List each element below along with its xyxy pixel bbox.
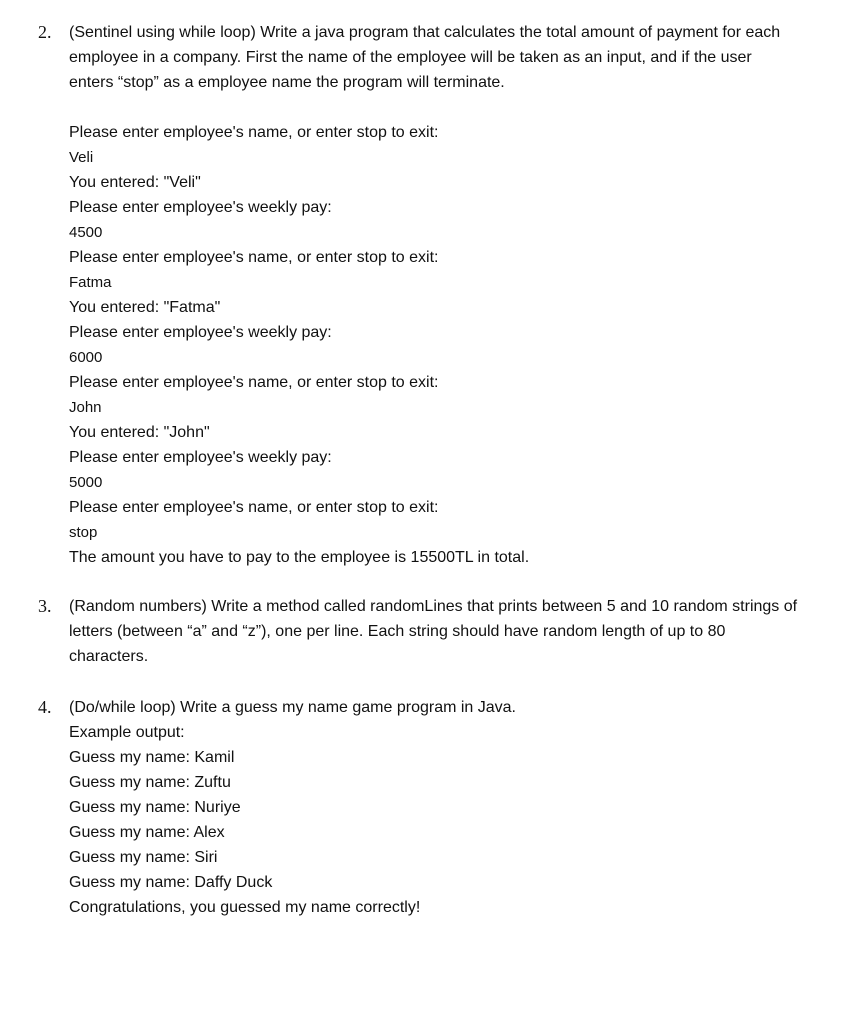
output-line: Guess my name: Daffy Duck [69, 874, 273, 891]
output-line: Congratulations, you guessed my name correctly! [69, 899, 421, 916]
output-line: Guess my name: Nuriye [69, 799, 241, 816]
output-line: You entered: "Fatma" [69, 299, 221, 316]
output-line: stop [69, 524, 98, 541]
sample-output [69, 120, 789, 570]
output-line: Guess my name: Kamil [69, 749, 235, 766]
output-line: 6000 [69, 349, 103, 366]
problem-number: 4. [38, 697, 52, 717]
output-line: You entered: "Veli" [69, 174, 201, 191]
output-line: John [69, 399, 102, 416]
problem-statement: (Do/while loop) Write a guess my name game program in Java. [69, 699, 516, 716]
problem-statement: (Random numbers) Write a method called randomLines that prints between 5 and 10 random strings of letters (between “a” and “z”), one per line. Each string should have random length of up to 80 characters. [69, 598, 798, 665]
problem-statement: (Sentinel using while loop) Write a java program that calculates the total amount of payment for each employee in a company. First the name of the employee will be taken as an input, and if the user enters “stop” as a employee name the program will terminate. [69, 24, 781, 91]
output-line: Fatma [69, 274, 112, 291]
output-line: Example output: [69, 724, 185, 741]
problem-number: 2. [38, 22, 52, 42]
output-line: Please enter employee's name, or enter stop to exit: [69, 124, 439, 141]
output-line: Please enter employee's weekly pay: [69, 324, 332, 341]
output-line: Guess my name: Siri [69, 849, 218, 866]
output-line: 4500 [69, 224, 103, 241]
output-line: Please enter employee's weekly pay: [69, 449, 332, 466]
output-line: Veli [69, 149, 94, 166]
output-line: You entered: "John" [69, 424, 210, 441]
output-line: Please enter employee's name, or enter stop to exit: [69, 374, 439, 391]
output-line: Please enter employee's name, or enter stop to exit: [69, 249, 439, 266]
output-line: Guess my name: Zuftu [69, 774, 231, 791]
output-line: Please enter employee's name, or enter stop to exit: [69, 499, 439, 516]
problem-number: 3. [38, 596, 52, 616]
output-line: 5000 [69, 474, 103, 491]
output-line: Guess my name: Alex [69, 824, 225, 841]
output-line: Please enter employee's weekly pay: [69, 199, 332, 216]
example-output [69, 720, 789, 920]
output-line: The amount you have to pay to the employee is 15500TL in total. [69, 549, 530, 566]
